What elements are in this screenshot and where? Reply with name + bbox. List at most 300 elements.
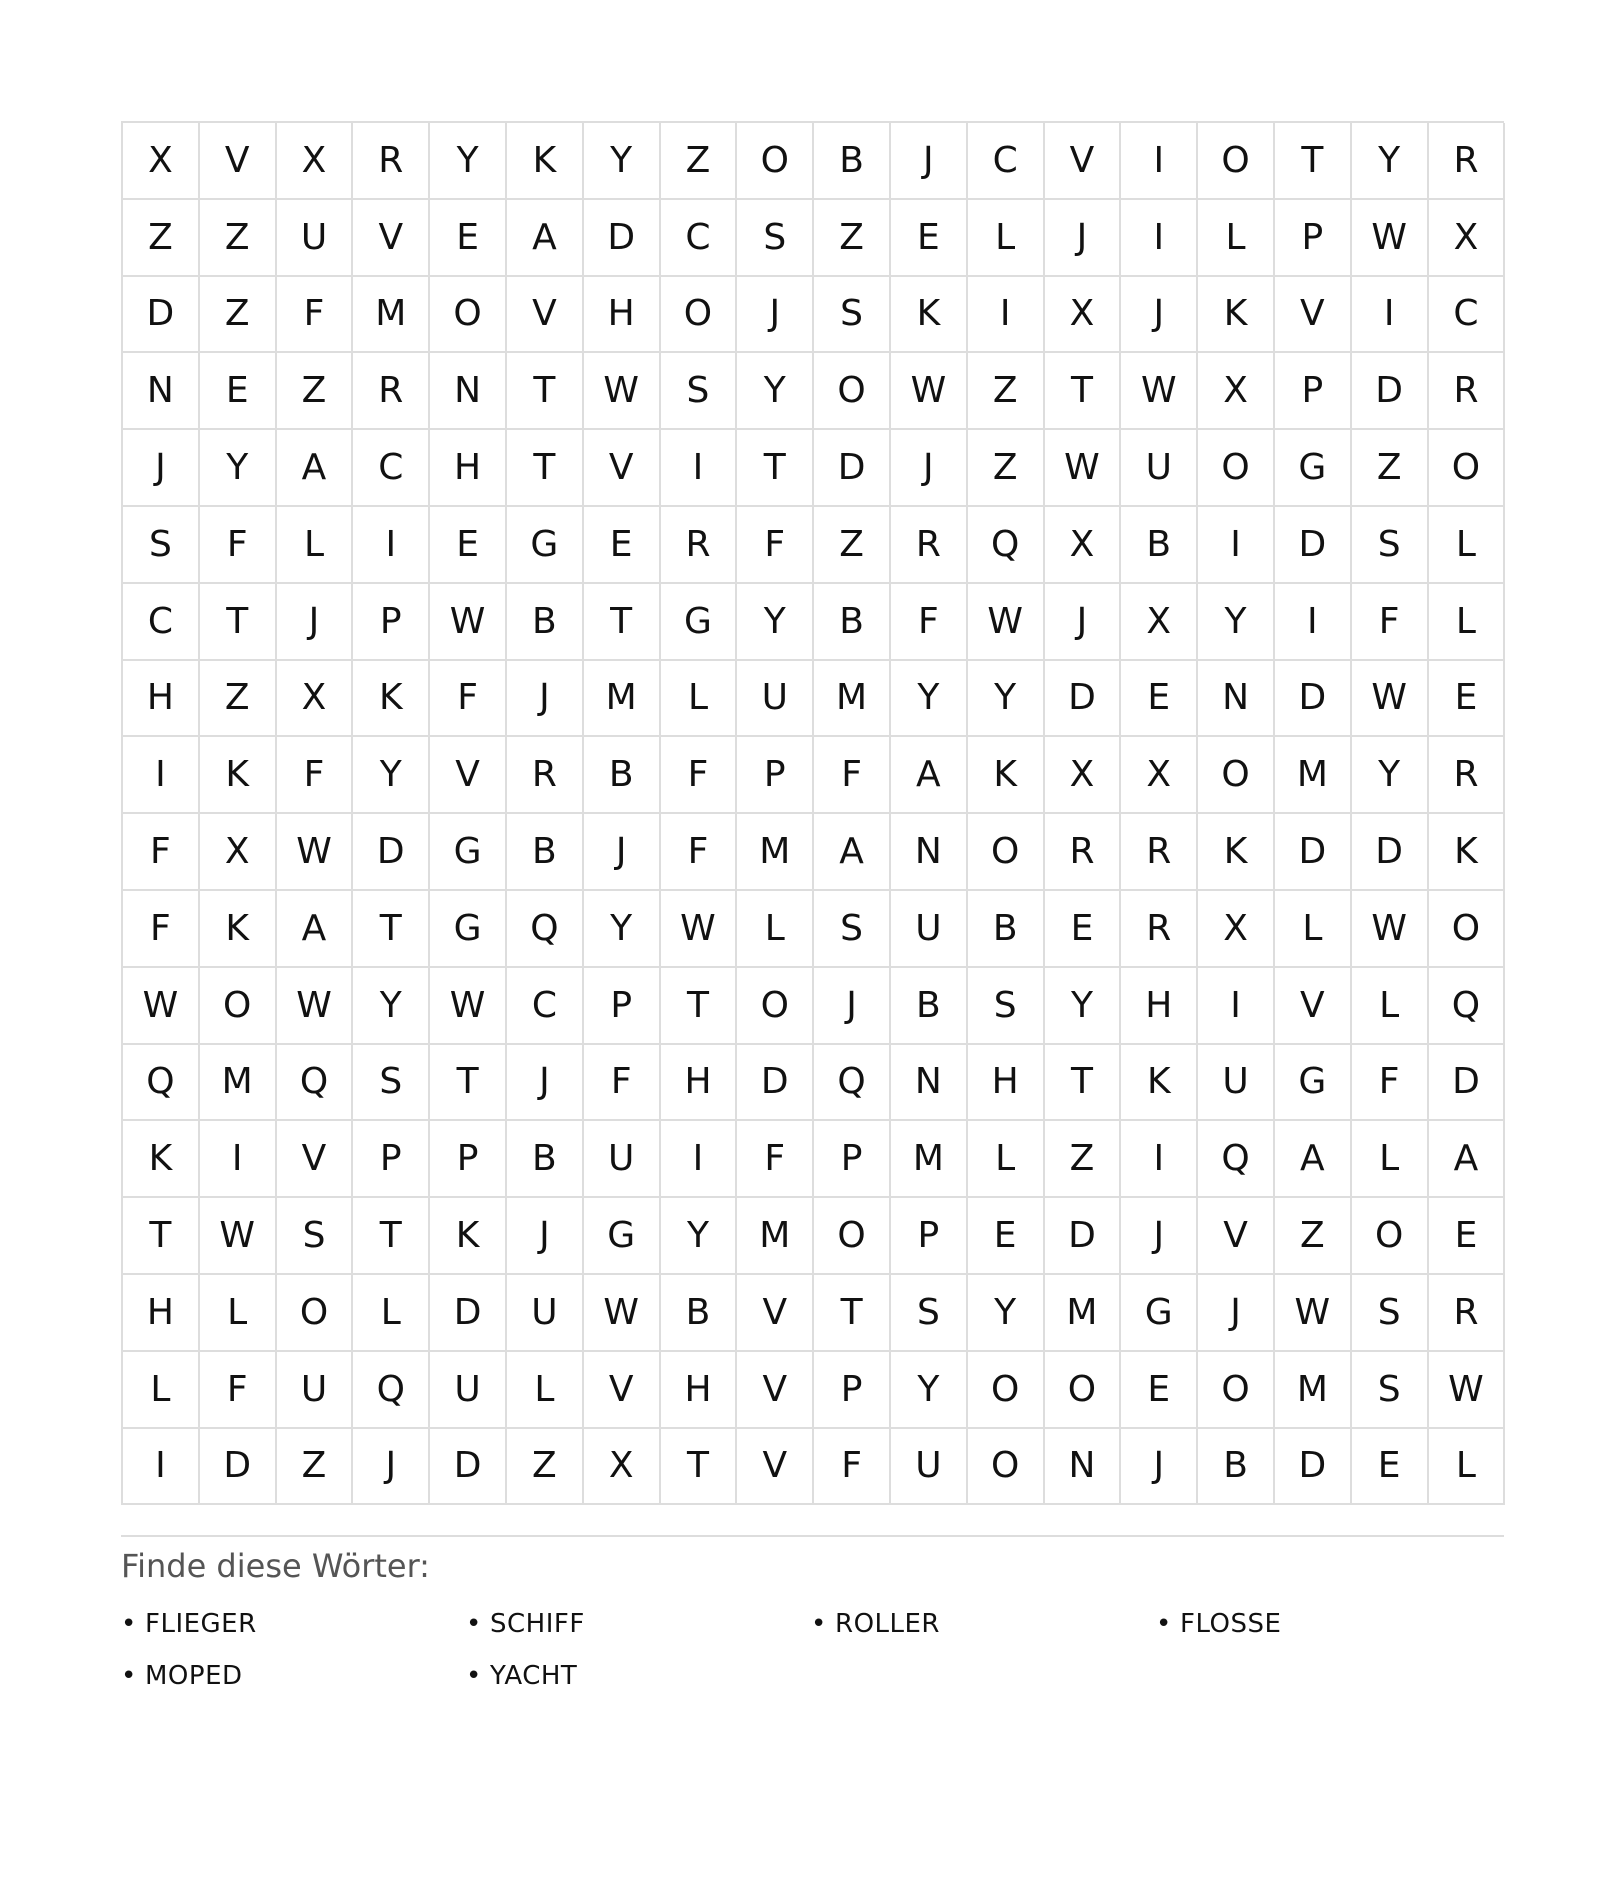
grid-cell[interactable]: Z [200, 277, 277, 354]
grid-cell[interactable]: A [891, 737, 968, 814]
grid-cell[interactable]: F [661, 737, 738, 814]
grid-cell[interactable]: V [277, 1121, 354, 1198]
grid-cell[interactable]: N [430, 353, 507, 430]
grid-cell[interactable]: D [1275, 507, 1352, 584]
grid-cell[interactable]: V [507, 277, 584, 354]
grid-cell[interactable]: D [584, 200, 661, 277]
grid-cell[interactable]: C [661, 200, 738, 277]
grid-cell[interactable]: M [1275, 737, 1352, 814]
grid-cell[interactable]: B [661, 1275, 738, 1352]
grid-cell[interactable]: H [1121, 968, 1198, 1045]
grid-cell[interactable]: Y [661, 1198, 738, 1275]
grid-cell[interactable]: Y [1352, 123, 1429, 200]
grid-cell[interactable]: L [968, 1121, 1045, 1198]
grid-cell[interactable]: O [1045, 1352, 1122, 1429]
grid-cell[interactable]: S [661, 353, 738, 430]
grid-cell[interactable]: I [1352, 277, 1429, 354]
grid-cell[interactable]: J [353, 1429, 430, 1506]
grid-cell[interactable]: X [200, 814, 277, 891]
grid-cell[interactable]: X [1429, 200, 1506, 277]
grid-cell[interactable]: W [584, 1275, 661, 1352]
grid-cell[interactable]: G [507, 507, 584, 584]
grid-cell[interactable]: Z [277, 1429, 354, 1506]
grid-cell[interactable]: Q [123, 1045, 200, 1122]
grid-cell[interactable]: R [1429, 353, 1506, 430]
grid-cell[interactable]: K [353, 661, 430, 738]
grid-cell[interactable]: S [1352, 507, 1429, 584]
grid-cell[interactable]: W [1045, 430, 1122, 507]
grid-cell[interactable]: F [430, 661, 507, 738]
grid-cell[interactable]: F [200, 507, 277, 584]
grid-cell[interactable]: R [1429, 123, 1506, 200]
grid-cell[interactable]: D [1275, 661, 1352, 738]
grid-cell[interactable]: X [1198, 353, 1275, 430]
grid-cell[interactable]: V [430, 737, 507, 814]
grid-cell[interactable]: T [1275, 123, 1352, 200]
grid-cell[interactable]: U [277, 1352, 354, 1429]
grid-cell[interactable]: H [584, 277, 661, 354]
grid-cell[interactable]: Y [968, 1275, 1045, 1352]
grid-cell[interactable]: J [891, 123, 968, 200]
grid-cell[interactable]: P [1275, 353, 1352, 430]
grid-cell[interactable]: D [1275, 1429, 1352, 1506]
grid-cell[interactable]: V [1275, 968, 1352, 1045]
grid-cell[interactable]: Y [891, 1352, 968, 1429]
grid-cell[interactable]: O [968, 814, 1045, 891]
grid-cell[interactable]: H [123, 661, 200, 738]
grid-cell[interactable]: H [123, 1275, 200, 1352]
grid-cell[interactable]: P [430, 1121, 507, 1198]
grid-cell[interactable]: Q [1198, 1121, 1275, 1198]
grid-cell[interactable]: F [814, 1429, 891, 1506]
grid-cell[interactable]: V [737, 1275, 814, 1352]
grid-cell[interactable]: L [968, 200, 1045, 277]
grid-cell[interactable]: K [507, 123, 584, 200]
grid-cell[interactable]: V [584, 1352, 661, 1429]
grid-cell[interactable]: T [661, 1429, 738, 1506]
grid-cell[interactable]: K [123, 1121, 200, 1198]
grid-cell[interactable]: A [1429, 1121, 1506, 1198]
grid-cell[interactable]: D [1275, 814, 1352, 891]
grid-cell[interactable]: K [891, 277, 968, 354]
grid-cell[interactable]: Z [1275, 1198, 1352, 1275]
grid-cell[interactable]: W [1429, 1352, 1506, 1429]
grid-cell[interactable]: V [1045, 123, 1122, 200]
grid-cell[interactable]: I [661, 430, 738, 507]
grid-cell[interactable]: K [430, 1198, 507, 1275]
grid-cell[interactable]: O [1198, 430, 1275, 507]
grid-cell[interactable]: W [200, 1198, 277, 1275]
grid-cell[interactable]: L [353, 1275, 430, 1352]
grid-cell[interactable]: T [200, 584, 277, 661]
grid-cell[interactable]: L [1429, 584, 1506, 661]
grid-cell[interactable]: F [737, 1121, 814, 1198]
grid-cell[interactable]: G [430, 891, 507, 968]
grid-cell[interactable]: Z [200, 661, 277, 738]
grid-cell[interactable]: J [891, 430, 968, 507]
grid-cell[interactable]: O [430, 277, 507, 354]
grid-cell[interactable]: Y [200, 430, 277, 507]
grid-cell[interactable]: B [507, 584, 584, 661]
grid-cell[interactable]: J [507, 1045, 584, 1122]
grid-cell[interactable]: F [200, 1352, 277, 1429]
grid-cell[interactable]: Q [814, 1045, 891, 1122]
grid-cell[interactable]: S [814, 277, 891, 354]
grid-cell[interactable]: W [123, 968, 200, 1045]
grid-cell[interactable]: J [1045, 200, 1122, 277]
grid-cell[interactable]: U [891, 891, 968, 968]
grid-cell[interactable]: Z [814, 200, 891, 277]
grid-cell[interactable]: T [1045, 353, 1122, 430]
grid-cell[interactable]: J [277, 584, 354, 661]
grid-cell[interactable]: B [1121, 507, 1198, 584]
grid-cell[interactable]: V [584, 430, 661, 507]
grid-cell[interactable]: I [968, 277, 1045, 354]
grid-cell[interactable]: W [1352, 891, 1429, 968]
grid-cell[interactable]: E [430, 200, 507, 277]
grid-cell[interactable]: C [123, 584, 200, 661]
grid-cell[interactable]: S [737, 200, 814, 277]
grid-cell[interactable]: R [891, 507, 968, 584]
grid-cell[interactable]: F [891, 584, 968, 661]
grid-cell[interactable]: O [1198, 1352, 1275, 1429]
grid-cell[interactable]: V [353, 200, 430, 277]
grid-cell[interactable]: J [1198, 1275, 1275, 1352]
grid-cell[interactable]: O [968, 1352, 1045, 1429]
grid-cell[interactable]: R [1429, 737, 1506, 814]
grid-cell[interactable]: O [1352, 1198, 1429, 1275]
grid-cell[interactable]: B [814, 584, 891, 661]
grid-cell[interactable]: B [507, 814, 584, 891]
grid-cell[interactable]: U [430, 1352, 507, 1429]
grid-cell[interactable]: Z [1045, 1121, 1122, 1198]
grid-cell[interactable]: O [737, 968, 814, 1045]
grid-cell[interactable]: E [430, 507, 507, 584]
grid-cell[interactable]: Y [891, 661, 968, 738]
grid-cell[interactable]: S [353, 1045, 430, 1122]
grid-cell[interactable]: E [584, 507, 661, 584]
grid-cell[interactable]: X [123, 123, 200, 200]
grid-cell[interactable]: M [353, 277, 430, 354]
grid-cell[interactable]: O [1429, 430, 1506, 507]
grid-cell[interactable]: K [1198, 277, 1275, 354]
grid-cell[interactable]: O [814, 1198, 891, 1275]
grid-cell[interactable]: W [1352, 200, 1429, 277]
grid-cell[interactable]: Q [277, 1045, 354, 1122]
grid-cell[interactable]: M [1045, 1275, 1122, 1352]
grid-cell[interactable]: A [277, 891, 354, 968]
grid-cell[interactable]: U [737, 661, 814, 738]
grid-cell[interactable]: Q [353, 1352, 430, 1429]
grid-cell[interactable]: X [277, 661, 354, 738]
grid-cell[interactable]: D [430, 1429, 507, 1506]
grid-cell[interactable]: T [507, 353, 584, 430]
grid-cell[interactable]: N [891, 1045, 968, 1122]
grid-cell[interactable]: L [1429, 1429, 1506, 1506]
grid-cell[interactable]: B [507, 1121, 584, 1198]
grid-cell[interactable]: T [123, 1198, 200, 1275]
grid-cell[interactable]: U [507, 1275, 584, 1352]
grid-cell[interactable]: F [1352, 584, 1429, 661]
grid-cell[interactable]: M [1275, 1352, 1352, 1429]
grid-cell[interactable]: W [1121, 353, 1198, 430]
grid-cell[interactable]: D [1352, 814, 1429, 891]
grid-cell[interactable]: X [1045, 737, 1122, 814]
grid-cell[interactable]: F [123, 891, 200, 968]
grid-cell[interactable]: J [1121, 1198, 1198, 1275]
grid-cell[interactable]: B [814, 123, 891, 200]
grid-cell[interactable]: S [891, 1275, 968, 1352]
grid-cell[interactable]: F [584, 1045, 661, 1122]
grid-cell[interactable]: F [123, 814, 200, 891]
grid-cell[interactable]: L [1352, 1121, 1429, 1198]
grid-cell[interactable]: T [737, 430, 814, 507]
grid-cell[interactable]: L [277, 507, 354, 584]
grid-cell[interactable]: P [814, 1121, 891, 1198]
grid-cell[interactable]: P [584, 968, 661, 1045]
grid-cell[interactable]: H [661, 1045, 738, 1122]
grid-cell[interactable]: P [814, 1352, 891, 1429]
grid-cell[interactable]: M [737, 1198, 814, 1275]
grid-cell[interactable]: X [1045, 277, 1122, 354]
grid-cell[interactable]: X [1045, 507, 1122, 584]
grid-cell[interactable]: J [584, 814, 661, 891]
grid-cell[interactable]: J [1121, 277, 1198, 354]
grid-cell[interactable]: K [968, 737, 1045, 814]
grid-cell[interactable]: T [584, 584, 661, 661]
grid-cell[interactable]: H [661, 1352, 738, 1429]
grid-cell[interactable]: B [891, 968, 968, 1045]
grid-cell[interactable]: O [1198, 737, 1275, 814]
grid-cell[interactable]: O [277, 1275, 354, 1352]
grid-cell[interactable]: T [661, 968, 738, 1045]
grid-cell[interactable]: I [1121, 200, 1198, 277]
grid-cell[interactable]: Q [968, 507, 1045, 584]
grid-cell[interactable]: Z [1352, 430, 1429, 507]
grid-cell[interactable]: E [891, 200, 968, 277]
grid-cell[interactable]: F [737, 507, 814, 584]
grid-cell[interactable]: I [661, 1121, 738, 1198]
grid-cell[interactable]: U [1121, 430, 1198, 507]
grid-cell[interactable]: Z [123, 200, 200, 277]
grid-cell[interactable]: W [277, 814, 354, 891]
grid-cell[interactable]: F [277, 737, 354, 814]
grid-cell[interactable]: L [737, 891, 814, 968]
grid-cell[interactable]: Z [814, 507, 891, 584]
grid-cell[interactable]: F [661, 814, 738, 891]
grid-cell[interactable]: I [1198, 968, 1275, 1045]
grid-cell[interactable]: Z [200, 200, 277, 277]
grid-cell[interactable]: Y [1045, 968, 1122, 1045]
grid-cell[interactable]: I [1198, 507, 1275, 584]
grid-cell[interactable]: I [1275, 584, 1352, 661]
grid-cell[interactable]: W [277, 968, 354, 1045]
grid-cell[interactable]: Z [968, 353, 1045, 430]
grid-cell[interactable]: E [1121, 1352, 1198, 1429]
grid-cell[interactable]: T [1045, 1045, 1122, 1122]
grid-cell[interactable]: R [1429, 1275, 1506, 1352]
grid-cell[interactable]: P [737, 737, 814, 814]
grid-cell[interactable]: L [507, 1352, 584, 1429]
grid-cell[interactable]: O [737, 123, 814, 200]
grid-cell[interactable]: C [968, 123, 1045, 200]
grid-cell[interactable]: L [1198, 200, 1275, 277]
grid-cell[interactable]: L [1275, 891, 1352, 968]
grid-cell[interactable]: R [353, 353, 430, 430]
grid-cell[interactable]: K [1429, 814, 1506, 891]
grid-cell[interactable]: D [737, 1045, 814, 1122]
grid-cell[interactable]: G [1275, 430, 1352, 507]
grid-cell[interactable]: X [1121, 584, 1198, 661]
grid-cell[interactable]: E [200, 353, 277, 430]
grid-cell[interactable]: L [123, 1352, 200, 1429]
grid-cell[interactable]: W [1352, 661, 1429, 738]
grid-cell[interactable]: D [123, 277, 200, 354]
grid-cell[interactable]: J [123, 430, 200, 507]
grid-cell[interactable]: B [1198, 1429, 1275, 1506]
grid-cell[interactable]: Z [968, 430, 1045, 507]
grid-cell[interactable]: K [200, 891, 277, 968]
grid-cell[interactable]: D [1045, 1198, 1122, 1275]
grid-cell[interactable]: D [430, 1275, 507, 1352]
grid-cell[interactable]: Y [584, 123, 661, 200]
grid-cell[interactable]: G [430, 814, 507, 891]
grid-cell[interactable]: Z [507, 1429, 584, 1506]
grid-cell[interactable]: E [968, 1198, 1045, 1275]
grid-cell[interactable]: W [430, 968, 507, 1045]
grid-cell[interactable]: J [507, 661, 584, 738]
grid-cell[interactable]: Y [430, 123, 507, 200]
grid-cell[interactable]: C [1429, 277, 1506, 354]
grid-cell[interactable]: T [353, 891, 430, 968]
grid-cell[interactable]: H [968, 1045, 1045, 1122]
grid-cell[interactable]: H [430, 430, 507, 507]
grid-cell[interactable]: J [814, 968, 891, 1045]
grid-cell[interactable]: J [737, 277, 814, 354]
grid-cell[interactable]: T [353, 1198, 430, 1275]
grid-cell[interactable]: I [123, 737, 200, 814]
grid-cell[interactable]: L [1352, 968, 1429, 1045]
grid-cell[interactable]: U [584, 1121, 661, 1198]
grid-cell[interactable]: L [200, 1275, 277, 1352]
grid-cell[interactable]: B [584, 737, 661, 814]
grid-cell[interactable]: O [661, 277, 738, 354]
grid-cell[interactable]: D [1429, 1045, 1506, 1122]
grid-cell[interactable]: S [277, 1198, 354, 1275]
grid-cell[interactable]: X [1121, 737, 1198, 814]
grid-cell[interactable]: T [507, 430, 584, 507]
grid-cell[interactable]: A [277, 430, 354, 507]
grid-cell[interactable]: W [968, 584, 1045, 661]
grid-cell[interactable]: A [1275, 1121, 1352, 1198]
grid-cell[interactable]: K [1198, 814, 1275, 891]
grid-cell[interactable]: Z [277, 353, 354, 430]
grid-cell[interactable]: L [661, 661, 738, 738]
grid-cell[interactable]: F [1352, 1045, 1429, 1122]
grid-cell[interactable]: R [1121, 891, 1198, 968]
grid-cell[interactable]: V [737, 1352, 814, 1429]
grid-cell[interactable]: D [200, 1429, 277, 1506]
grid-cell[interactable]: A [507, 200, 584, 277]
grid-cell[interactable]: C [353, 430, 430, 507]
grid-cell[interactable]: Y [584, 891, 661, 968]
grid-cell[interactable]: B [968, 891, 1045, 968]
grid-cell[interactable]: C [507, 968, 584, 1045]
grid-cell[interactable]: S [814, 891, 891, 968]
grid-cell[interactable]: W [891, 353, 968, 430]
grid-cell[interactable]: J [1121, 1429, 1198, 1506]
grid-cell[interactable]: E [1429, 661, 1506, 738]
grid-cell[interactable]: K [200, 737, 277, 814]
grid-cell[interactable]: R [1045, 814, 1122, 891]
grid-cell[interactable]: I [353, 507, 430, 584]
grid-cell[interactable]: G [1121, 1275, 1198, 1352]
grid-cell[interactable]: D [814, 430, 891, 507]
grid-cell[interactable]: U [1198, 1045, 1275, 1122]
grid-cell[interactable]: R [661, 507, 738, 584]
grid-cell[interactable]: J [1045, 584, 1122, 661]
grid-cell[interactable]: O [1198, 123, 1275, 200]
grid-cell[interactable]: Y [353, 968, 430, 1045]
grid-cell[interactable]: W [661, 891, 738, 968]
grid-cell[interactable]: O [200, 968, 277, 1045]
grid-cell[interactable]: D [1352, 353, 1429, 430]
grid-cell[interactable]: N [123, 353, 200, 430]
grid-cell[interactable]: N [1045, 1429, 1122, 1506]
grid-cell[interactable]: S [968, 968, 1045, 1045]
grid-cell[interactable]: V [1275, 277, 1352, 354]
grid-cell[interactable]: G [661, 584, 738, 661]
grid-cell[interactable]: Y [737, 353, 814, 430]
grid-cell[interactable]: X [277, 123, 354, 200]
grid-cell[interactable]: S [1352, 1352, 1429, 1429]
grid-cell[interactable]: T [430, 1045, 507, 1122]
grid-cell[interactable]: F [814, 737, 891, 814]
grid-cell[interactable]: U [277, 200, 354, 277]
grid-cell[interactable]: Z [661, 123, 738, 200]
grid-cell[interactable]: E [1352, 1429, 1429, 1506]
grid-cell[interactable]: W [584, 353, 661, 430]
grid-cell[interactable]: E [1121, 661, 1198, 738]
grid-cell[interactable]: D [1045, 661, 1122, 738]
grid-cell[interactable]: R [507, 737, 584, 814]
grid-cell[interactable]: Y [737, 584, 814, 661]
grid-cell[interactable]: V [737, 1429, 814, 1506]
grid-cell[interactable]: I [1121, 1121, 1198, 1198]
grid-cell[interactable]: P [891, 1198, 968, 1275]
grid-cell[interactable]: M [814, 661, 891, 738]
grid-cell[interactable]: I [1121, 123, 1198, 200]
grid-cell[interactable]: N [1198, 661, 1275, 738]
grid-cell[interactable]: Q [507, 891, 584, 968]
grid-cell[interactable]: Y [968, 661, 1045, 738]
grid-cell[interactable]: X [584, 1429, 661, 1506]
grid-cell[interactable]: F [277, 277, 354, 354]
grid-cell[interactable]: M [891, 1121, 968, 1198]
grid-cell[interactable]: Y [1352, 737, 1429, 814]
grid-cell[interactable]: G [584, 1198, 661, 1275]
grid-cell[interactable]: D [353, 814, 430, 891]
grid-cell[interactable]: P [353, 584, 430, 661]
grid-cell[interactable]: J [507, 1198, 584, 1275]
grid-cell[interactable]: M [584, 661, 661, 738]
grid-cell[interactable]: Q [1429, 968, 1506, 1045]
grid-cell[interactable]: O [1429, 891, 1506, 968]
grid-cell[interactable]: R [1121, 814, 1198, 891]
grid-cell[interactable]: T [814, 1275, 891, 1352]
grid-cell[interactable]: I [200, 1121, 277, 1198]
grid-cell[interactable]: A [814, 814, 891, 891]
